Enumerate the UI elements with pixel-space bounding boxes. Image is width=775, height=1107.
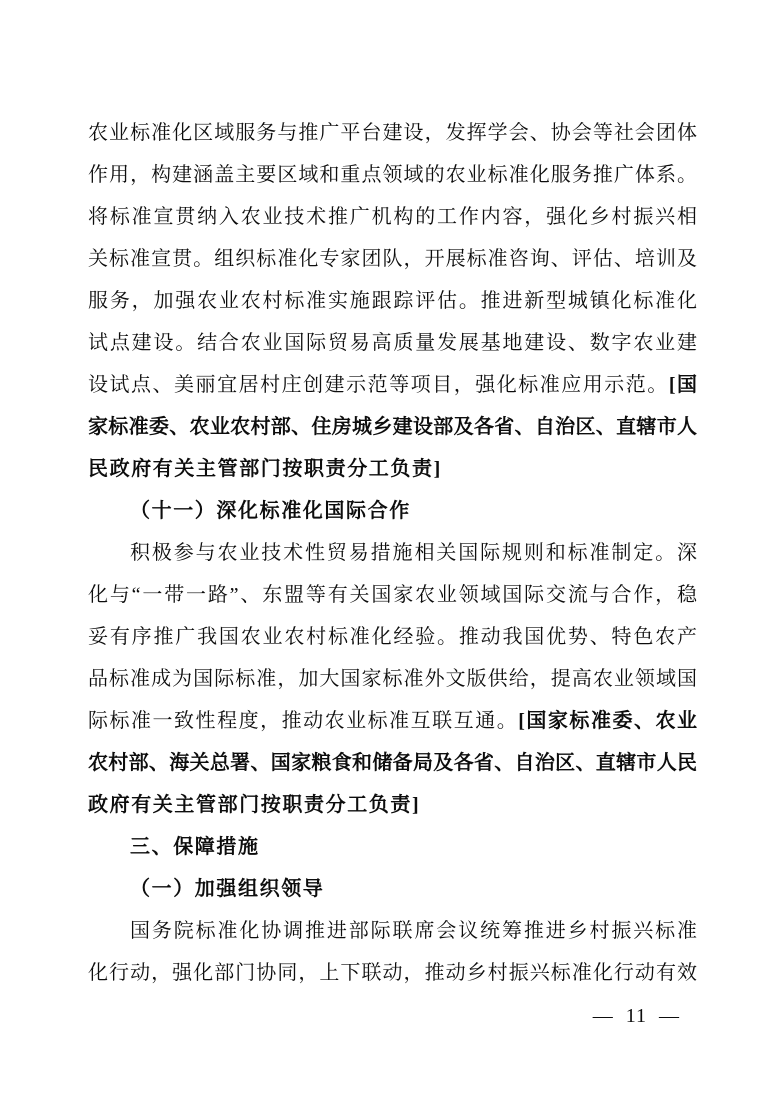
text-line: 积极参与农业技术性贸易措施相关国际规则和标准制定。深 [130,542,697,564]
text-line: 作用，构建涵盖主要区域和重点领域的农业标准化服务推广体系。 [88,164,697,186]
text-line: 农业标准化区域服务与推广平台建设，发挥学会、协会等社会团体 [88,122,697,144]
text-line: 妥有序推广我国农业农村标准化经验。推动我国优势、特色农产 [88,626,697,648]
text-segment: 际标准一致性程度，推动农业标准互联互通。 [88,710,519,732]
responsibility-attribution-line: 民政府有关主管部门按职责分工负责] [88,458,442,480]
text-segment: 设试点、美丽宜居村庄创建示范等项目，强化标准应用示范。 [88,374,669,396]
text-line [88,700,697,742]
responsibility-attribution-line: 政府有关主管部门按职责分工负责] [88,794,421,816]
section-heading-1-strengthen-leadership: （一）加强组织领导 [130,878,325,900]
document-body [88,112,697,994]
text-line: 将标准宣贯纳入农业技术推广机构的工作内容，强化乡村振兴相 [88,206,697,228]
responsibility-attribution-start: [国家标准委、农业 [518,710,697,732]
section-heading-11-international-cooperation: （十一）深化标准化国际合作 [130,500,411,522]
text-line: 化行动，强化部门协同，上下联动，推动乡村振兴标准化行动有效 [88,962,697,984]
text-line: 服务，加强农业农村标准实施跟踪评估。推进新型城镇化标准化 [88,290,697,312]
page-number: — 11 — [592,1005,680,1027]
text-line: 品标准成为国际标准，加大国家标准外文版供给，提高农业领域国 [88,668,697,690]
text-line: 国务院标准化协调推进部际联席会议统筹推进乡村振兴标准 [130,920,697,942]
text-line: 试点建设。结合农业国际贸易高质量发展基地建设、数字农业建 [88,332,697,354]
text-line: 化与“一带一路”、东盟等有关国家农业领域国际交流与合作，稳 [88,584,697,606]
section-heading-3-safeguard-measures: 三、保障措施 [130,836,260,858]
text-line [88,364,697,406]
responsibility-attribution-start: [国 [668,374,697,396]
responsibility-attribution-line: 农村部、海关总署、国家粮食和储备局及各省、自治区、直辖市人民 [88,752,697,774]
responsibility-attribution-line: 家标准委、农业农村部、住房城乡建设部及各省、自治区、直辖市人 [88,416,697,438]
text-line: 关标准宣贯。组织标准化专家团队，开展标准咨询、评估、培训及 [88,248,697,270]
